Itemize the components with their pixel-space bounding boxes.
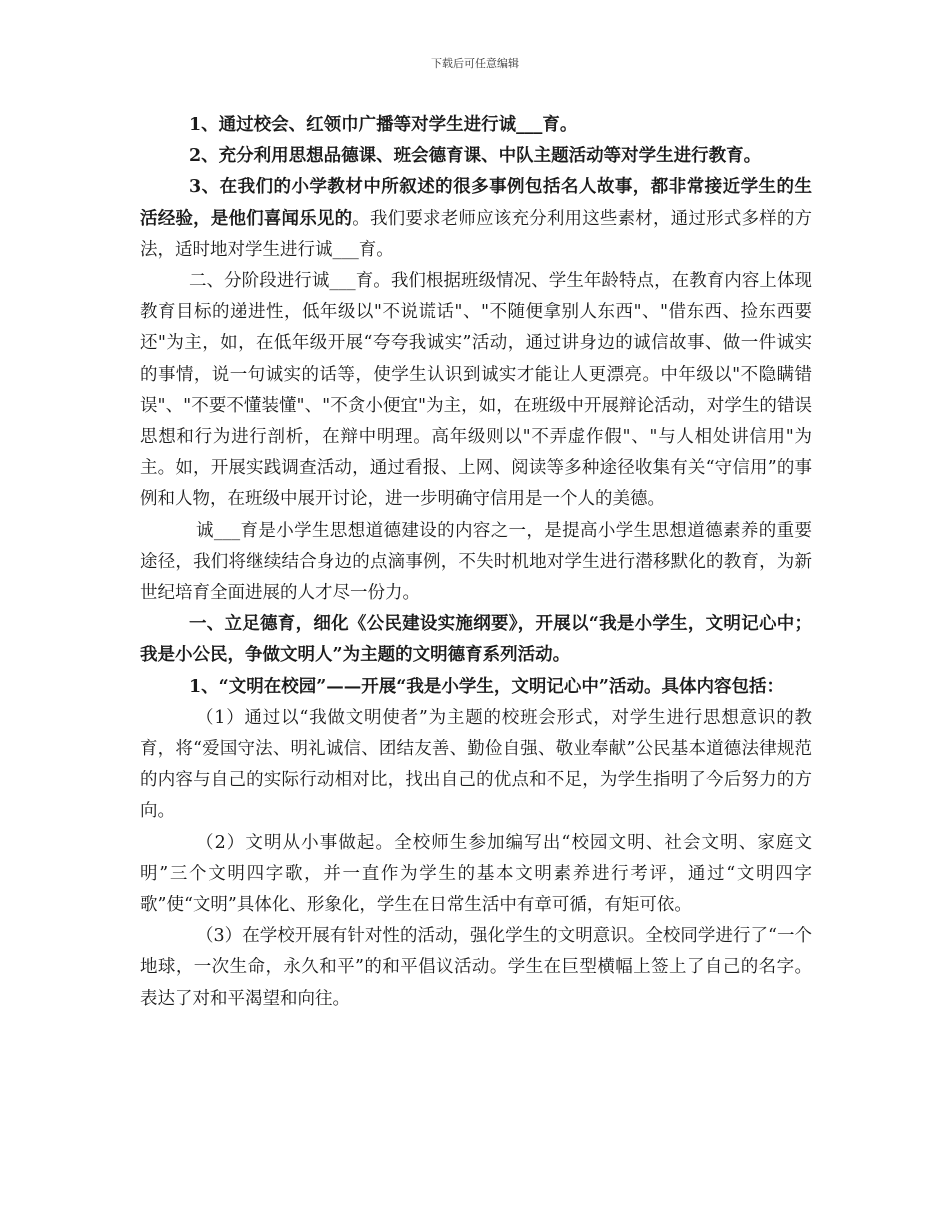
paragraph-item-2: 2、充分利用思想品德课、班会德育课、中队主题活动等对学生进行教育。 xyxy=(189,146,762,167)
subheading-civilized-campus: 1、“文明在校园”——开展“我是小学生，文明记心中”活动。具体内容包括： xyxy=(189,676,784,697)
document-body xyxy=(140,110,812,1015)
paragraph-sub-3: （3）在学校开展有针对性的活动，强化学生的文明意识。全校同学进行了“一个地球，一次生命，永久和平”的和平倡议活动。学生在巨型横幅上签上了自己的名字。表达了对和平渴望和向往。 xyxy=(140,926,812,1009)
section-heading-moral: 一、立足德育，细化《公民建设实施纲要》，开展以“我是小学生，文明记心中；我是小公民，争做文明人”为主题的文明德育系列活动。 xyxy=(140,614,812,666)
paragraph-summary: 诚___育是小学生思想道德建设的内容之一，是提高小学生思想道德素养的重要途径，我们将继续结合身边的点滴事例，不失时机地对学生进行潜移默化的教育，为新世纪培育全面进展的人才尽一份力。 xyxy=(140,520,812,604)
paragraph-item-1: 1、通过校会、红领巾广播等对学生进行诚___育。 xyxy=(189,115,578,135)
paragraph-item-3-bold: 3、在我们的小学教材中所叙述的很多事例包括名人故事，都非常接近学生的生活经验，是他们喜闻乐见的 xyxy=(140,177,812,229)
page-header: 下载后可任意编辑 xyxy=(431,57,519,70)
paragraph-sub-2: （2）文明从小事做起。全校师生参加编写出“校园文明、社会文明、家庭文明”三个文明四字歌，并一直作为学生的基本文明素养进行考评，通过“文明四字歌”使“文明”具体化、形象化，学生在日常生活中有章可循，有矩可依。 xyxy=(140,832,812,916)
paragraph-stage-education: 二、分阶段进行诚___育。我们根据班级情况、学生年龄特点，在教育内容上体现教育目标的递进性，低年级以"不说谎话"、"不随便拿别人东西"、"借东西、捡东西要还"为主，如，在低年级开展“夸夸我诚实”活动，通过讲身边的诚信故事、做一件诚实的事情，说一句诚实的话等，使学生认识到诚实才能让人更漂亮。中年级以"不隐瞒错误"、"不要不懂装懂"、"不贪小便宜"为主，如，在班级中开展辩论活动，对学生的错误思想和行为进行剖析，在辩中明理。高年级则以"不弄虚作假"、"与人相处讲信用"为主。如，开展实践调查活动，通过看报、上网、阅读等多种途径收集有关“守信用”的事例和人物，在班级中展开讨论，进一步明确守信用是一个人的美德。 xyxy=(140,271,812,510)
paragraph-sub-1: （1）通过以“我做文明使者”为主题的校班会形式，对学生进行思想意识的教育，将“爱国守法、明礼诚信、团结友善、勤俭自强、敬业奉献”公民基本道德法律规范的内容与自己的实际行动相对比，找出自己的优点和不足，为学生指明了今后努力的方向。 xyxy=(140,707,812,822)
paragraph-item-3-normal: 。我们要求老师应该充分利用这些素材，通过形式多样的方法，适时地对学生进行诚___育。 xyxy=(140,208,813,260)
paragraph-item-3 xyxy=(140,172,812,266)
